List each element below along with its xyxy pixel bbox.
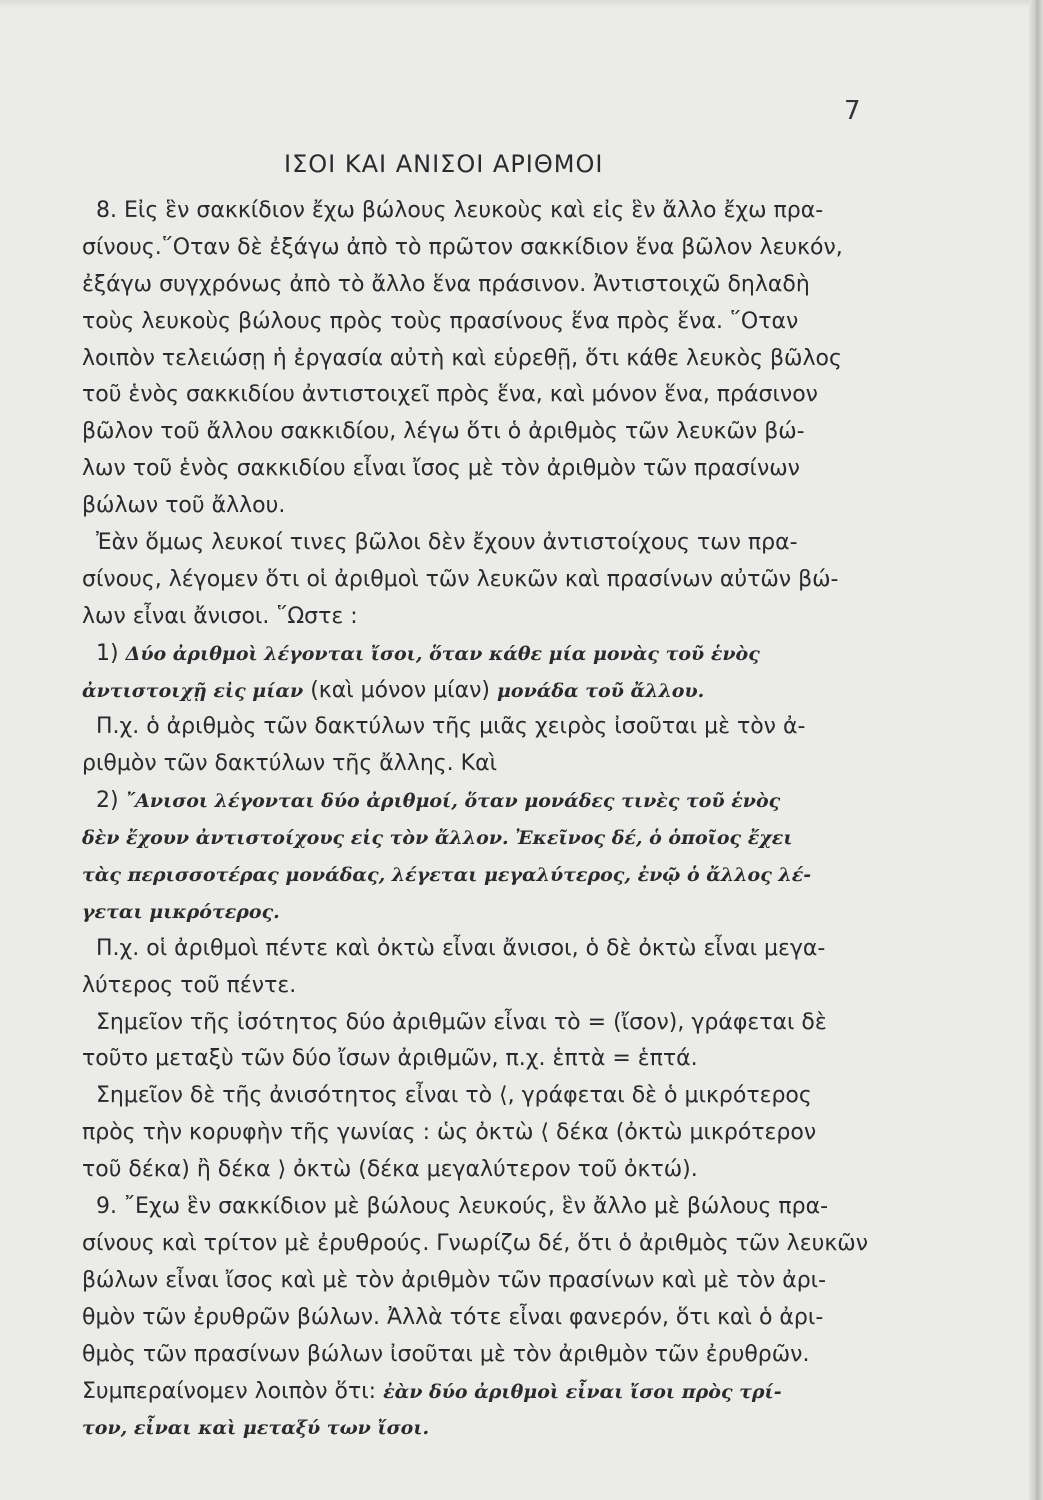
line-text: λύτερος τοῦ πέντε. <box>82 972 297 998</box>
emphasis-text: ῎Ανισοι λέγονται δύο ἀριθμοί, ὅταν μονάδες τινὲς τοῦ ἑνὸς <box>125 790 781 813</box>
line-text: 1) <box>96 640 126 666</box>
line-text: λοιπὸν τελειώσῃ ἡ ἐργασία αὐτὴ καὶ εὑρεθῇ, ὅτι κάθε λευκὸς βῶλος <box>82 345 842 371</box>
text-line <box>82 230 894 267</box>
text-line <box>82 968 894 1005</box>
emphasis-text: δὲν ἔχουν ἀντιστοίχους εἰς τὸν ἄλλον. Ἐκεῖνος δέ, ὁ ὁποῖος ἔχει <box>82 827 793 850</box>
page-top-edge <box>0 0 1043 8</box>
line-text: βώλων τοῦ ἄλλου. <box>82 493 286 519</box>
emphasis-text: γεται μικρότερος. <box>82 900 280 923</box>
text-line <box>82 341 894 378</box>
emphasis-text: τον, εἶναι καὶ μεταξύ των ἴσοι. <box>82 1417 430 1440</box>
line-text: 9. ῎Εχω ἓν σακκίδιον μὲ βώλους λευκούς, ἓν ἄλλο μὲ βώλους πρα- <box>96 1194 829 1220</box>
text-line <box>82 451 894 488</box>
text-body <box>82 193 894 1447</box>
text-line <box>82 377 894 414</box>
emphasis-text: ἐὰν δύο ἀριθμοὶ εἶναι ἴσοι πρὸς τρί- <box>383 1380 782 1403</box>
text-line <box>82 1226 894 1263</box>
text-line <box>82 783 894 820</box>
text-line <box>82 414 894 451</box>
line-text: λων εἶναι ἄνισοι. ῞Ωστε : <box>82 603 358 629</box>
line-text: τοῦτο μεταξὺ τῶν δύο ἴσων ἀριθμῶν, π.χ. ἑπτὰ = ἑπτά. <box>82 1046 698 1072</box>
text-line <box>82 599 894 636</box>
line-text: τοῦ δέκα) ἢ δέκα ⟩ ὀκτὼ (δέκα μεγαλύτερον τοῦ ὀκτώ). <box>82 1157 698 1183</box>
text-line <box>82 267 894 304</box>
line-text: 8. Εἰς ἓν σακκίδιον ἔχω βώλους λευκοὺς καὶ εἰς ἓν ἄλλο ἔχω πρα- <box>96 198 824 223</box>
line-text: τοῦ ἑνὸς σακκιδίου ἀντιστοιχεῖ πρὸς ἕνα, καὶ μόνον ἕνα, πράσινον <box>82 382 818 408</box>
text-line <box>82 1078 894 1115</box>
text-line <box>82 857 894 894</box>
text-line <box>82 709 894 746</box>
line-text: σίνους, λέγομεν ὅτι οἱ ἀριθμοὶ τῶν λευκῶν καὶ πρασίνων αὐτῶν βώ- <box>82 566 839 592</box>
line-text: θμὸν τῶν ἐρυθρῶν βώλων. Ἀλλὰ τότε εἶναι φανερόν, ὅτι καὶ ὁ ἀρι- <box>82 1304 824 1330</box>
text-line <box>82 1337 894 1374</box>
line-text: Συμπεραίνομεν λοιπὸν ὅτι: <box>82 1378 384 1404</box>
emphasis-text: Δύο ἀριθμοὶ λέγονται ἴσοι, ὅταν κάθε μία μονὰς τοῦ ἑνὸς <box>125 642 760 665</box>
text-line <box>82 1041 894 1078</box>
line-text: (καὶ μόνον μίαν) <box>303 677 497 703</box>
line-text: Ἐὰν ὅμως λευκοί τινες βῶλοι δὲν ἔχουν ἀντιστοίχους των πρα- <box>96 530 798 556</box>
text-line <box>82 488 894 525</box>
text-line <box>82 820 894 857</box>
line-text: ριθμὸν τῶν δακτύλων τῆς ἄλλης. Καὶ <box>82 751 498 777</box>
line-text: σίνους.῞Οταν δὲ ἐξάγω ἀπὸ τὸ πρῶτον σακκίδιον ἕνα βῶλον λευκόν, <box>82 234 843 260</box>
line-text: Π.χ. ὁ ἀριθμὸς τῶν δακτύλων τῆς μιᾶς χειρὸς ἰσοῦται μὲ τὸν ἀ- <box>96 714 806 740</box>
line-text: Σημεῖον τῆς ἰσότητος δύο ἀριθμῶν εἶναι τὸ = (ἴσον), γράφεται δὲ <box>96 1009 827 1035</box>
text-line <box>82 931 894 968</box>
line-text: λων τοῦ ἑνὸς σακκιδίου εἶναι ἴσος μὲ τὸν ἀριθμὸν τῶν πρασίνων <box>82 456 800 482</box>
text-line <box>82 1152 894 1189</box>
text-line <box>82 193 894 230</box>
emphasis-text: μονάδα τοῦ ἄλλου. <box>496 679 705 702</box>
page-number: 7 <box>844 96 861 126</box>
line-text: βώλων εἶναι ἴσος καὶ μὲ τὸν ἀριθμὸν τῶν πρασίνων καὶ μὲ τὸν ἀρι- <box>82 1267 827 1293</box>
text-line <box>82 1410 894 1447</box>
emphasis-text: ἀντιστοιχῇ εἰς μίαν <box>82 679 304 702</box>
text-line <box>82 1115 894 1152</box>
text-line <box>82 1374 894 1411</box>
text-line <box>82 1005 894 1042</box>
line-text: βῶλον τοῦ ἄλλου σακκιδίου, λέγω ὅτι ὁ ἀριθμὸς τῶν λευκῶν βώ- <box>82 419 805 445</box>
emphasis-text: τὰς περισσοτέρας μονάδας, λέγεται μεγαλύτερος, ἐνῷ ὁ ἄλλος λέ- <box>82 864 812 887</box>
line-text: ἐξάγω συγχρόνως ἀπὸ τὸ ἄλλο ἕνα πράσινον. Ἀντιστοιχῶ δηλαδὴ <box>82 271 810 297</box>
line-text: τοὺς λευκοὺς βώλους πρὸς τοὺς πρασίνους ἕνα πρὸς ἕνα. ῞Οταν <box>82 308 799 334</box>
text-line <box>82 894 894 931</box>
text-line <box>82 304 894 341</box>
line-text: Σημεῖον δὲ τῆς ἀνισότητος εἶναι τὸ ⟨, γράφεται δὲ ὁ μικρότερος <box>96 1083 812 1109</box>
page-title: ΙΣΟΙ ΚΑΙ ΑΝΙΣΟΙ ΑΡΙΘΜΟΙ <box>284 150 604 178</box>
line-text: σίνους καὶ τρίτον μὲ ἐρυθρούς. Γνωρίζω δέ, ὅτι ὁ ἀριθμὸς τῶν λευκῶν <box>82 1230 868 1256</box>
text-line <box>82 1300 894 1337</box>
line-text: 2) <box>96 788 126 814</box>
line-text: πρὸς τὴν κορυφὴν τῆς γωνίας : ὡς ὀκτὼ ⟨ δέκα (ὀκτὼ μικρότερον <box>82 1120 817 1146</box>
text-line <box>82 525 894 562</box>
line-text: Π.χ. οἱ ἀριθμοὶ πέντε καὶ ὀκτὼ εἶναι ἄνισοι, ὁ δὲ ὀκτὼ εἶναι μεγα- <box>96 935 826 961</box>
line-text: θμὸς τῶν πρασίνων βώλων ἰσοῦται μὲ τὸν ἀριθμὸν τῶν ἐρυθρῶν. <box>82 1341 810 1367</box>
page-binding-edge <box>1029 0 1043 1500</box>
text-line <box>82 1189 894 1226</box>
text-line <box>82 636 894 673</box>
text-line <box>82 673 894 710</box>
text-line <box>82 1263 894 1300</box>
text-line <box>82 562 894 599</box>
text-line <box>82 746 894 783</box>
